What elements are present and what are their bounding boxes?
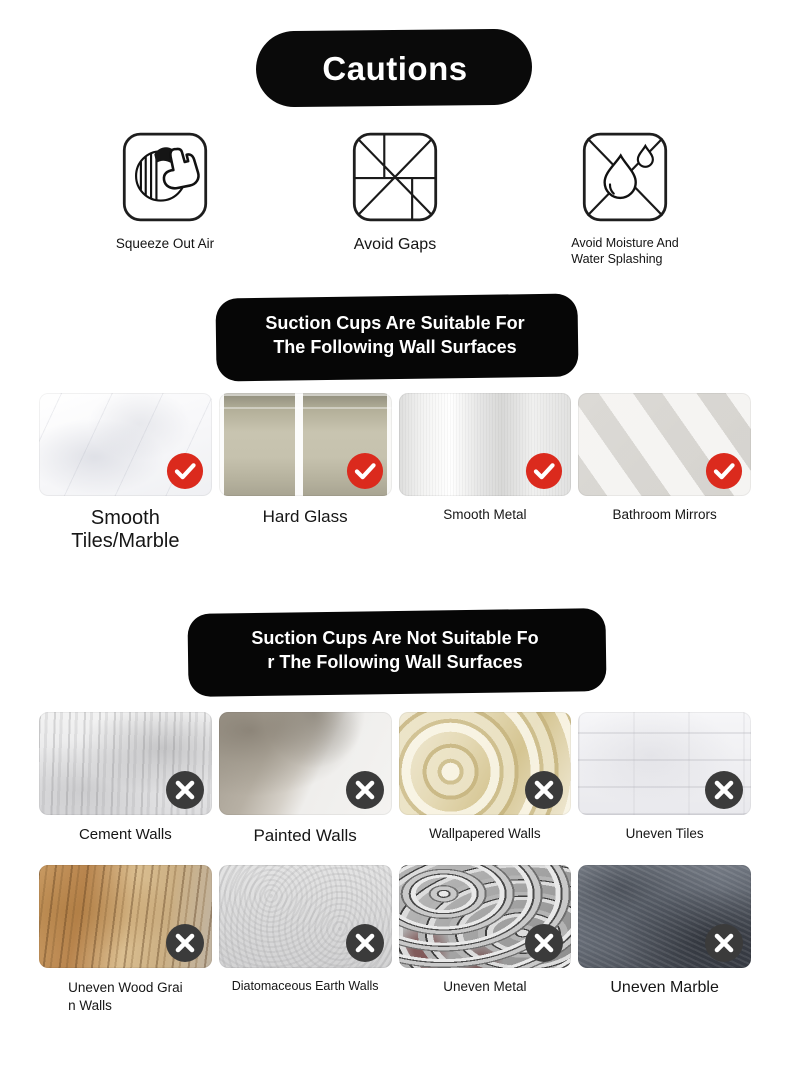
caution-label: Avoid Gaps [353,236,437,253]
check-badge-icon [705,452,743,490]
surface-card-cement-walls [39,712,212,865]
no-water-drops-icon [582,132,668,222]
surface-image-hard-glass [219,393,392,496]
cautions-pill [264,36,526,102]
caution-item-squeeze-out-air [90,132,240,251]
surface-label: Uneven Tiles [625,826,704,841]
surface-card-bathroom-mirrors [578,393,751,560]
banner-line: r The Following Wall Surfaces [267,652,523,673]
cross-badge-icon [345,770,385,810]
surface-image-uneven-metal [399,865,572,968]
suitable-banner [223,301,567,371]
page-title: Cautions [322,50,468,87]
cross-badge-icon [704,770,744,810]
surface-image-uneven-tiles [578,712,751,815]
surface-label: Uneven Marble [610,979,719,996]
surface-image-uneven-wood-grain-walls [39,865,212,968]
surface-label [41,979,210,1014]
surface-label: Painted Walls [253,826,357,845]
surface-card-uneven-marble [578,865,751,1021]
surface-label: Bathroom Mirrors [612,507,717,523]
cross-badge-icon [345,923,385,963]
banner-line: Suction Cups Are Suitable For [265,313,525,334]
cross-badge-icon [704,923,744,963]
surface-card-smooth-metal [399,393,572,560]
surface-label-line: Uneven Wood Grai [68,980,183,995]
surface-image-cement-walls [39,712,212,815]
surface-card-wallpapered-walls [399,712,572,865]
caution-label-line: Avoid Moisture And [571,236,679,250]
check-badge-icon [166,452,204,490]
caution-item-avoid-moisture [550,132,700,267]
caution-icons-row [0,132,790,267]
surface-image-bathroom-mirrors [578,393,751,496]
surface-label: Wallpapered Walls [429,826,541,841]
surface-card-uneven-wood-grain-walls [39,865,212,1021]
surface-card-painted-walls [219,712,392,865]
surface-label: Smooth Tiles/Marble [71,507,180,553]
not-suitable-surfaces-grid [39,712,751,1021]
check-badge-icon [346,452,384,490]
cross-badge-icon [524,923,564,963]
surface-image-wallpapered-walls [399,712,572,815]
cross-badge-icon [165,770,205,810]
surface-card-hard-glass [219,393,392,560]
banner-line: The Following Wall Surfaces [273,337,517,358]
surface-image-painted-walls [219,712,392,815]
surface-card-diatomaceous-earth-walls [219,865,392,1021]
caution-label-line: Water Splashing [571,251,663,266]
caution-item-avoid-gaps [320,132,470,254]
surface-label: Cement Walls [78,826,172,843]
surface-image-smooth-tiles-marble [39,393,212,496]
banner-line: Suction Cups Are Not Suitable Fo [251,628,539,649]
not-suitable-banner-wrap [0,560,790,686]
suitable-surfaces-grid [39,393,751,560]
header [0,0,790,102]
surface-image-smooth-metal [399,393,572,496]
surface-label: Hard Glass [262,507,348,527]
suction-cup-press-icon [122,132,208,222]
cross-badge-icon [524,770,564,810]
surface-label: Diatomaceous Earth Walls [231,979,379,993]
suitable-banner-wrap [0,267,790,371]
surface-card-uneven-metal [399,865,572,1021]
surface-label-line: n Walls [68,997,112,1013]
check-badge-icon [525,452,563,490]
not-suitable-banner [195,616,595,686]
tile-cross-lines-icon [352,132,438,222]
caution-label [571,236,678,267]
cross-badge-icon [165,923,205,963]
surface-card-uneven-tiles [578,712,751,865]
surface-label: Uneven Metal [443,979,527,994]
caution-label: Squeeze Out Air [115,236,215,251]
surface-image-uneven-marble [578,865,751,968]
surface-image-diatomaceous-earth-walls [219,865,392,968]
surface-label: Smooth Metal [443,507,527,523]
surface-card-smooth-tiles-marble [39,393,212,560]
